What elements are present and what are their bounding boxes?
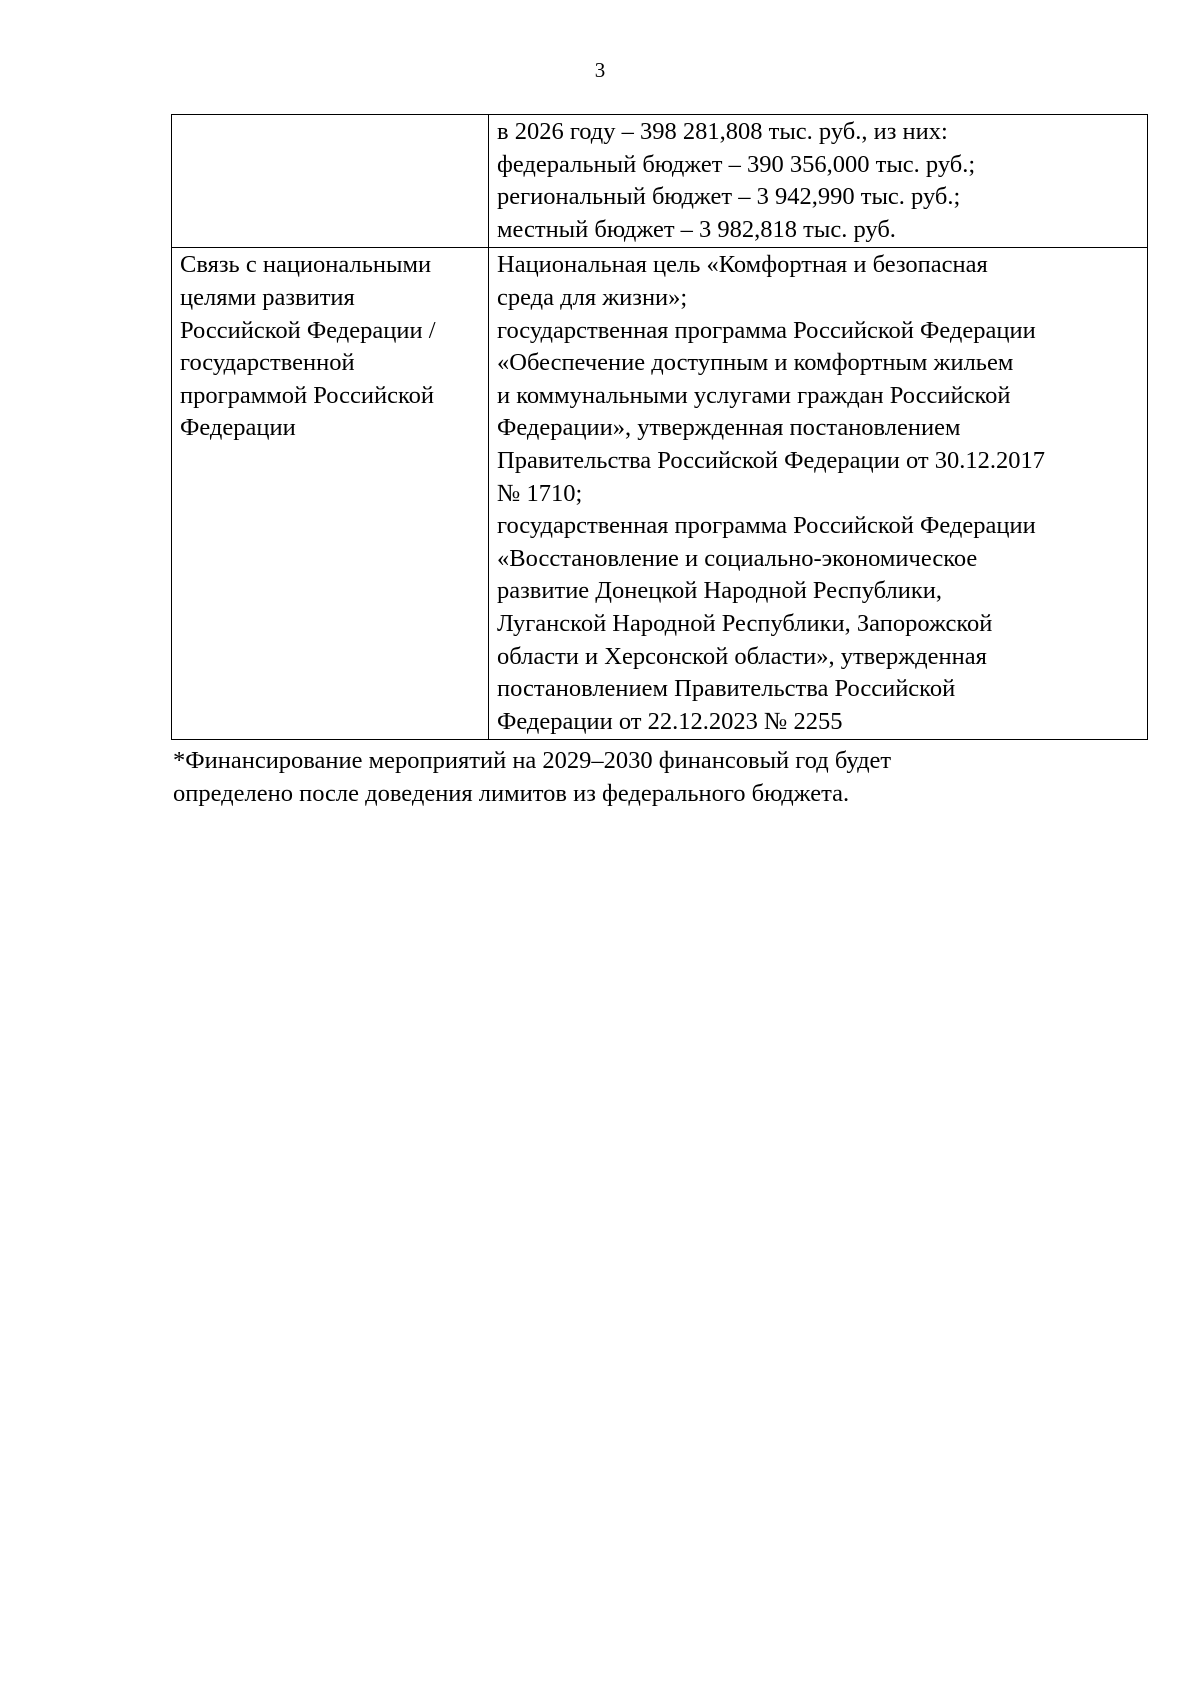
footnote-line: *Финансирование мероприятий на 2029–2030 финансовый год будет	[173, 747, 892, 774]
row-label-cell	[172, 248, 489, 740]
table-row-national-goals	[172, 248, 1148, 740]
row-label-line: целями развития	[180, 283, 355, 311]
row-label-line: государственной	[180, 349, 355, 377]
row-label-line: Российской Федерации /	[180, 316, 436, 344]
footnote	[173, 745, 891, 810]
row-value-line: государственная программа Российской Федерации	[497, 316, 1036, 344]
footnote-line: определено после доведения лимитов из федерального бюджета.	[173, 779, 850, 807]
funding-local-2026: местный бюджет – 3 982,818 тыс. руб.	[497, 215, 896, 243]
row-value-line: № 1710;	[497, 479, 583, 507]
row-value-line: «Восстановление и социально-экономическое	[497, 544, 978, 572]
row-label-line: Связь с национальными	[180, 251, 432, 279]
row-value-line: постановлением Правительства Российской	[497, 675, 956, 703]
row-value-line: Правительства Российской Федерации от 30.12.2017	[497, 446, 1046, 474]
row-value-line: и коммунальными услугами граждан Российской	[497, 381, 1011, 409]
page-number: 3	[594, 58, 606, 82]
row-value-line: развитие Донецкой Народной Республики,	[497, 577, 942, 605]
funding-regional-2026: региональный бюджет – 3 942,990 тыс. руб.;	[497, 183, 961, 211]
row-value-line: Федерации», утвержденная постановлением	[497, 414, 961, 442]
row-value-line: государственная программа Российской Федерации	[497, 512, 1036, 540]
row-value-cell	[489, 115, 1148, 248]
row-value-line: Луганской Народной Республики, Запорожской	[497, 609, 993, 637]
row-value-line: Федерации от 22.12.2023 № 2255	[497, 707, 843, 735]
row-value-line: среда для жизни»;	[497, 283, 688, 311]
table-row-funding-2026	[172, 115, 1148, 248]
row-value-line: Национальная цель «Комфортная и безопасная	[497, 251, 988, 279]
row-value-line: области и Херсонской области», утвержденная	[497, 642, 987, 670]
funding-federal-2026: федеральный бюджет – 390 356,000 тыс. руб.;	[497, 150, 976, 178]
row-label-line: Федерации	[180, 414, 296, 442]
row-value-cell	[489, 248, 1148, 740]
row-label-line: программой Российской	[180, 381, 435, 409]
row-value-line: «Обеспечение доступным и комфортным жильем	[497, 349, 1014, 377]
passport-table	[171, 114, 1148, 740]
row-label-cell	[172, 115, 489, 248]
funding-total-2026: в 2026 году – 398 281,808 тыс. руб., из них:	[497, 118, 948, 145]
